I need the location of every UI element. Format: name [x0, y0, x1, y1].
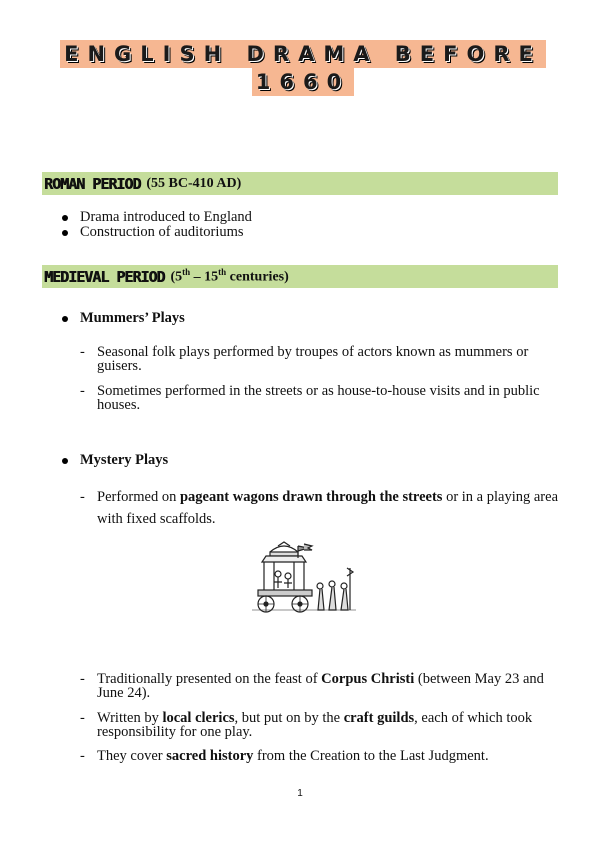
list-item: - Traditionally presented on the feast of Corpus Christi (between May 23 and June 24).: [80, 671, 544, 701]
list-item: - Written by local clerics, but put on by the craft guilds, each of which took responsibility for one play.: [80, 710, 533, 740]
list-item: - They cover sacred history from the Creation to the Last Judgment.: [80, 748, 489, 764]
medieval-period-header: [42, 265, 558, 288]
pageant-wagon-illustration: [248, 538, 358, 616]
mummers-plays-heading: Mummers’ Plays: [62, 310, 185, 327]
mystery-plays-heading: Mystery Plays: [62, 452, 168, 469]
section-range: (55 BC-410 AD): [146, 175, 242, 191]
section-range: (5th – 15th centuries): [170, 267, 289, 285]
section-name: ROMAN PERIOD: [44, 174, 141, 193]
list-item: - Sometimes performed in the streets or as house-to-house visits and in public houses.: [80, 383, 540, 413]
section-name: MEDIEVAL PERIOD: [44, 267, 165, 286]
roman-period-header: [42, 172, 558, 195]
list-item: - Performed on pageant wagons drawn through the streets or in a playing area with fixed scaffolds.: [80, 489, 558, 527]
list-item: - Seasonal folk plays performed by troupes of actors known as mummers or guisers.: [80, 344, 529, 374]
list-item: Drama introduced to England: [62, 210, 252, 225]
title-line-1: ENGLISH DRAMA BEFORE: [60, 40, 546, 68]
document-title: [46, 40, 560, 96]
roman-bullet-list: [62, 210, 252, 240]
page-number: 1: [297, 788, 303, 799]
title-line-2: 1660: [252, 68, 354, 96]
list-item: Construction of auditoriums: [62, 225, 252, 240]
